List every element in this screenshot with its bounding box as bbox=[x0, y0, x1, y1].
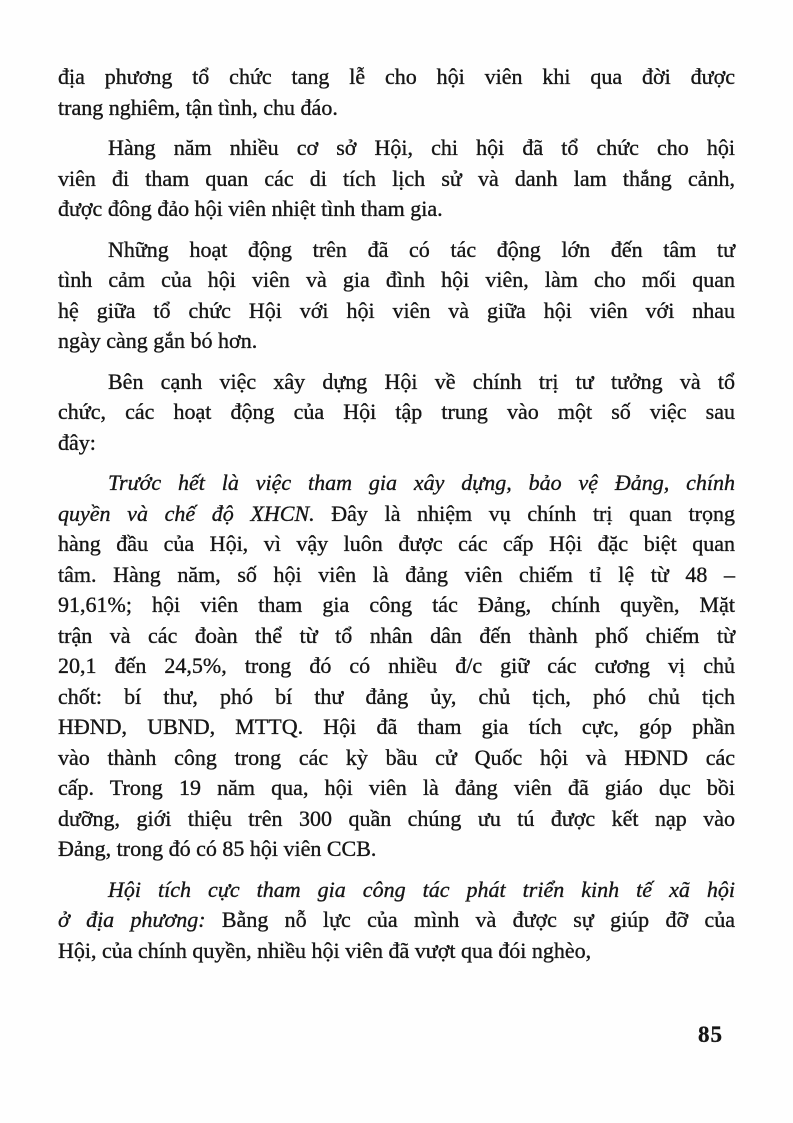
text-run: tâm. Hàng năm, số hội viên là đảng viên chiếm tỉ lệ từ 48 – bbox=[58, 561, 735, 587]
text-run: Hàng năm nhiều cơ sở Hội, chi hội đã tổ chức cho hội bbox=[108, 135, 735, 160]
text-line bbox=[58, 326, 735, 357]
text-run: 91,61%; hội viên tham gia công tác Đảng, chính quyền, Mặt bbox=[58, 592, 735, 617]
paragraph bbox=[58, 235, 735, 357]
text-line bbox=[58, 133, 735, 164]
text-run: tình cảm của hội viên và gia đình hội viên, làm cho mối quan bbox=[58, 267, 735, 292]
text-line bbox=[58, 468, 735, 499]
text-run: Những hoạt động trên đã có tác động lớn đến tâm tư bbox=[108, 236, 735, 262]
text-run: hệ giữa tổ chức Hội với hội viên và giữa hội viên với nhau bbox=[58, 297, 735, 323]
text-run: trận và các đoàn thể từ tổ nhân dân đến thành phố chiếm từ bbox=[58, 622, 735, 648]
text-line bbox=[58, 773, 735, 804]
text-line bbox=[58, 905, 735, 936]
text-line bbox=[58, 682, 735, 713]
text-line bbox=[58, 397, 735, 428]
paragraph bbox=[58, 62, 735, 123]
text-run: chốt: bí thư, phó bí thư đảng ủy, chủ tịch, phó chủ tịch bbox=[58, 683, 735, 709]
paragraph bbox=[58, 133, 735, 225]
text-line bbox=[58, 875, 735, 906]
text-line bbox=[58, 712, 735, 743]
text-run: HĐND, UBND, MTTQ. Hội đã tham gia tích cực, góp phần bbox=[58, 714, 735, 739]
text-run: đây: bbox=[58, 429, 96, 455]
text-line bbox=[58, 367, 735, 398]
italic-text-run: quyền và chế độ XHCN. bbox=[58, 500, 315, 526]
text-run: cấp. Trong 19 năm qua, hội viên là đảng viên đã giáo dục bồi bbox=[58, 775, 735, 800]
text-run: Bằng nỗ lực của mình và được sự giúp đỡ của bbox=[205, 907, 736, 932]
text-line bbox=[58, 529, 735, 560]
paragraph bbox=[58, 875, 735, 967]
text-run: 20,1 đến 24,5%, trong đó có nhiều đ/c giữ các cương vị chủ bbox=[58, 653, 735, 678]
text-run: dưỡng, giới thiệu trên 300 quần chúng ưu tú được kết nạp vào bbox=[58, 805, 735, 831]
text-line bbox=[58, 93, 735, 124]
text-line bbox=[58, 804, 735, 835]
text-run: được đông đảo hội viên nhiệt tình tham gia. bbox=[58, 196, 443, 221]
text-line bbox=[58, 265, 735, 296]
text-run: ngày càng gắn bó hơn. bbox=[58, 328, 258, 353]
paragraph bbox=[58, 468, 735, 865]
text-line bbox=[58, 560, 735, 591]
text-run: vào thành công trong các kỳ bầu cử Quốc hội và HĐND các bbox=[58, 744, 735, 770]
text-run: Đây là nhiệm vụ chính trị quan trọng bbox=[314, 500, 736, 526]
text-run: Đảng, trong đó có 85 hội viên CCB. bbox=[58, 836, 377, 861]
text-run: viên đi tham quan các di tích lịch sử và danh lam thắng cảnh, bbox=[58, 165, 735, 191]
italic-text-run: Trước hết là việc tham gia xây dựng, bảo vệ Đảng, chính bbox=[108, 470, 735, 495]
text-line bbox=[58, 296, 735, 327]
text-run: trang nghiêm, tận tình, chu đáo. bbox=[58, 94, 338, 120]
text-line bbox=[58, 164, 735, 195]
text-line bbox=[58, 936, 735, 967]
text-line bbox=[58, 235, 735, 266]
page-number: 85 bbox=[698, 1022, 723, 1047]
text-line bbox=[58, 499, 735, 530]
text-run: hàng đầu của Hội, vì vậy luôn được các cấp Hội đặc biệt quan bbox=[58, 531, 735, 556]
text-line bbox=[58, 743, 735, 774]
text-line bbox=[58, 194, 735, 225]
text-line bbox=[58, 621, 735, 652]
text-block bbox=[58, 62, 735, 976]
text-run: địa phương tổ chức tang lễ cho hội viên khi qua đời được bbox=[58, 64, 735, 89]
text-run: chức, các hoạt động của Hội tập trung vào một số việc sau bbox=[58, 399, 735, 424]
italic-text-run: ở địa phương: bbox=[58, 907, 206, 932]
text-line bbox=[58, 62, 735, 93]
text-line bbox=[58, 590, 735, 621]
text-run: Hội, của chính quyền, nhiều hội viên đã vượt qua đói nghèo, bbox=[58, 937, 592, 963]
text-run: Bên cạnh việc xây dựng Hội về chính trị tư tưởng và tổ bbox=[108, 368, 735, 394]
text-line bbox=[58, 651, 735, 682]
text-line bbox=[58, 834, 735, 865]
paragraph bbox=[58, 367, 735, 459]
text-line bbox=[58, 428, 735, 459]
italic-text-run: Hội tích cực tham gia công tác phát triển kinh tế xã hội bbox=[108, 876, 735, 902]
